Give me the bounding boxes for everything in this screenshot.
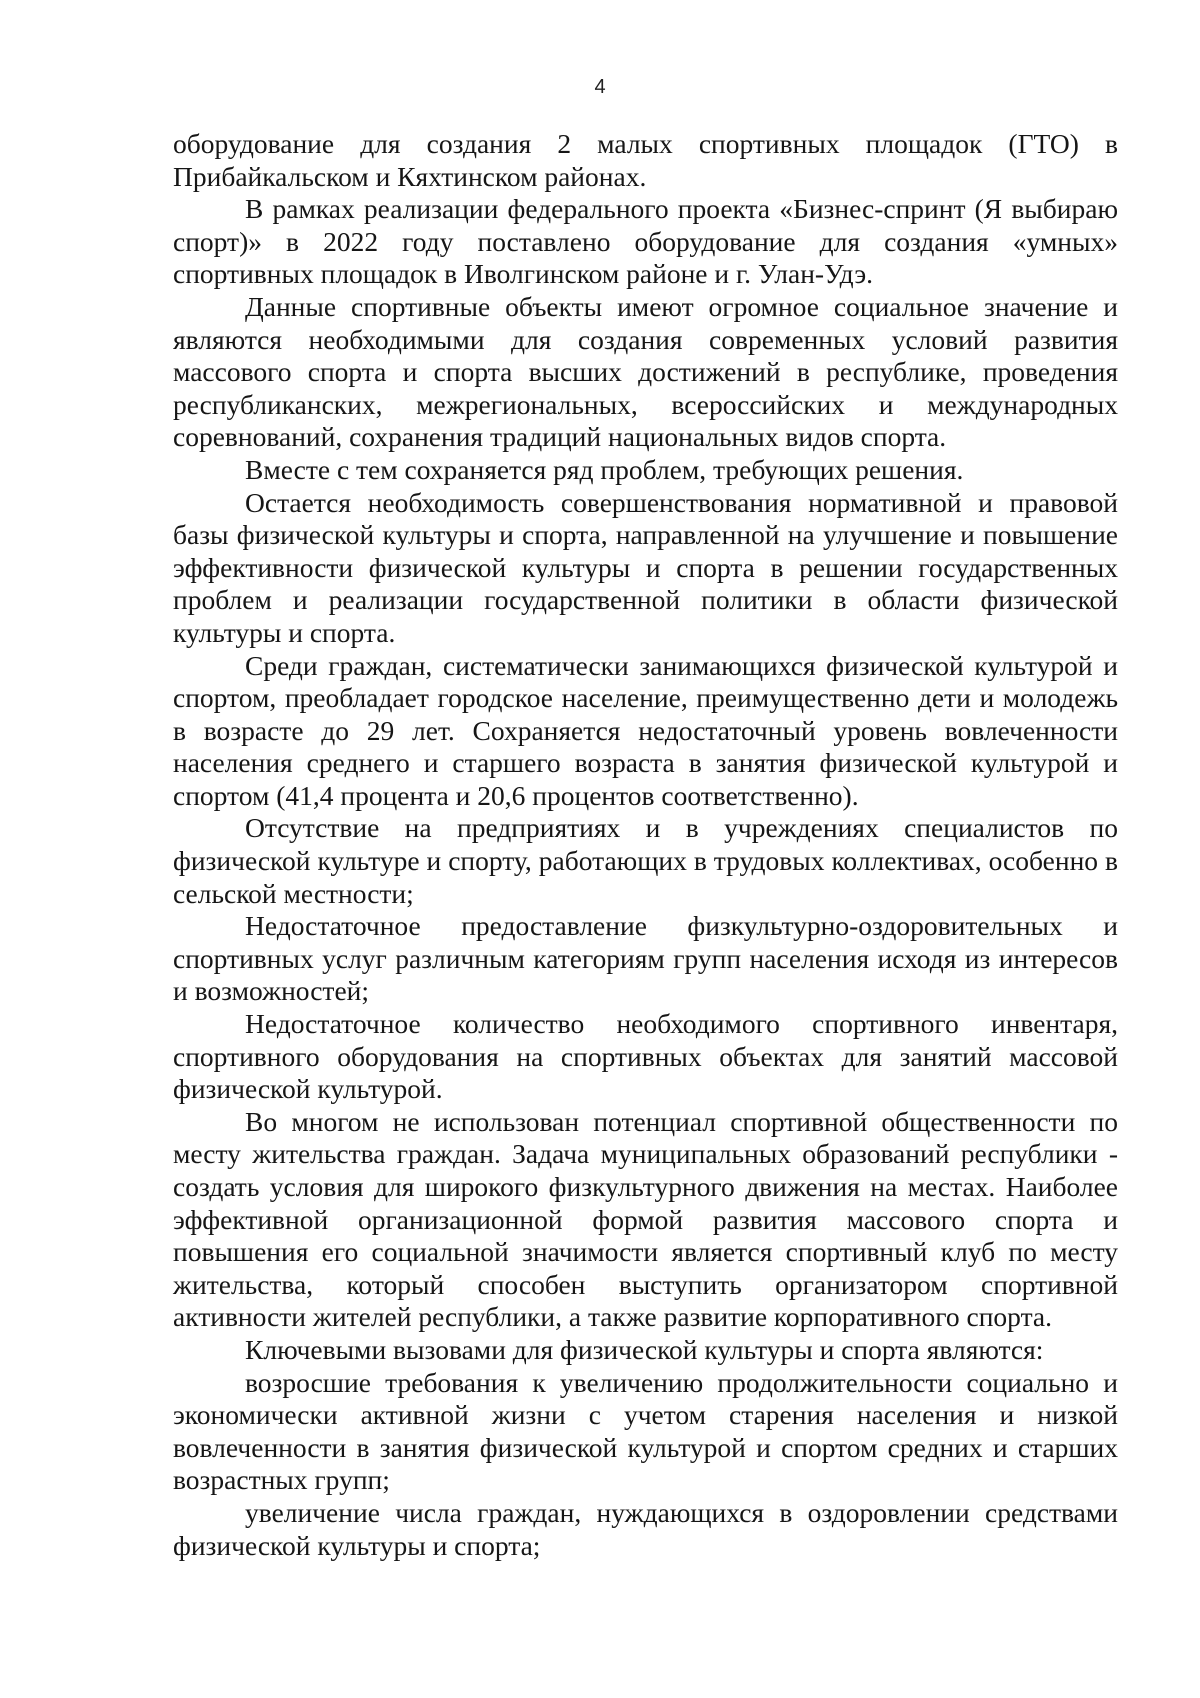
paragraph: оборудование для создания 2 малых спортивных площадок (ГТО) в Прибайкальском и Кяхтинском районах. [173,128,1118,192]
paragraph: Отсутствие на предприятиях и в учреждениях специалистов по физической культуре и спорту, работающих в трудовых коллективах, особенно в сельской местности; [173,812,1118,909]
paragraph: Недостаточное предоставление физкультурно-оздоровительных и спортивных услуг различным категориям групп населения исходя из интересов и возможностей; [173,910,1118,1007]
paragraph: увеличение числа граждан, нуждающихся в оздоровлении средствами физической культуры и спорта; [173,1496,1118,1561]
paragraph: Недостаточное количество необходимого спортивного инвентаря, спортивного оборудования на спортивных объектах для занятий массовой физической культурой. [173,1008,1118,1105]
paragraph: Среди граждан, систематически занимающихся физической культурой и спортом, преобладает городское население, преимущественно дети и молодежь в возрасте до 29 лет. Сохраняется недостаточный уровень вовлеченности населения среднего и старшего возраста в занятия физической культурой и спортом (41,4 процента и 20,6 процентов соответственно). [173,649,1118,811]
page-number: 4 [594,76,606,98]
paragraph: В рамках реализации федерального проекта «Бизнес-спринт (Я выбираю спорт)» в 2022 году поставлено оборудование для создания «умных» спортивных площадок в Иволгинском районе и г. Улан-Удэ. [173,193,1118,290]
paragraph: Вместе с тем сохраняется ряд проблем, требующих решения. [245,453,964,485]
document-body [173,128,1118,1562]
paragraph: Во многом не использован потенциал спортивной общественности по месту жительства граждан. Задача муниципальных образований республики - создать условия для широкого физкультурного движения на местах. Наиболее эффективной организационной формой развития массового спорта и повышения его социальной значимости является спортивный клуб по месту жительства, который способен выступить организатором спортивной активности жителей республики, а также развитие корпоративного спорта. [173,1105,1118,1333]
paragraph: Остается необходимость совершенствования нормативной и правовой базы физической культуры и спорта, направленной на улучшение и повышение эффективности физической культуры и спорта в решении государственных проблем и реализации государственной политики в области физической культуры и спорта. [173,486,1118,648]
paragraph: возросшие требования к увеличению продолжительности социально и экономически активной жизни с учетом старения населения и низкой вовлеченности в занятия физической культурой и спортом средних и старших возрастных групп; [173,1366,1118,1496]
paragraph: Данные спортивные объекты имеют огромное социальное значение и являются необходимыми для создания современных условий развития массового спорта и спорта высших достижений в республике, проведения республиканских, межрегиональных, всероссийских и международных соревнований, сохранения традиций национальных видов спорта. [173,290,1118,453]
paragraph: Ключевыми вызовами для физической культуры и спорта являются: [245,1333,1044,1365]
